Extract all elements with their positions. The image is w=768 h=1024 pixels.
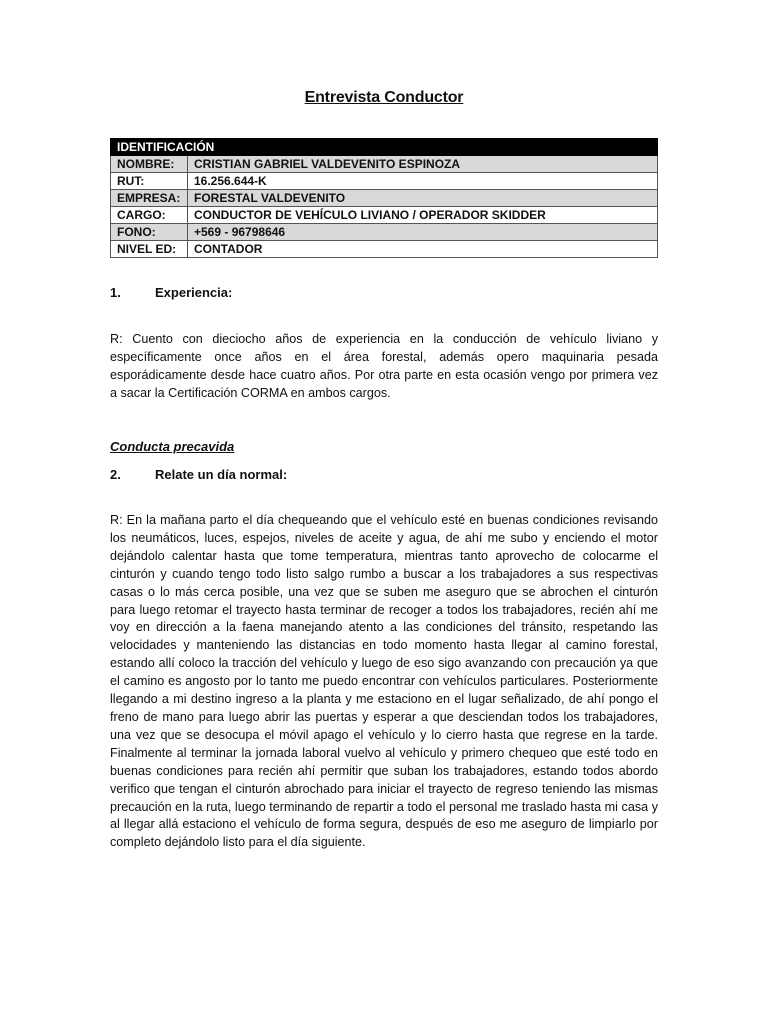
field-label: FONO: [111,224,188,241]
question-2-answer: R: En la mañana parto el día chequeando que el vehículo esté en buenas condiciones revisando los neumáticos, luces, espejos, niveles de aceite y agua, de ahí me subo y enciendo el motor dejándolo calentar hasta que tome temperatura, mientras tanto aprovecho de colocarme el cinturón y cuando tengo todo listo salgo rumbo a buscar a los trabajadores a sus respectivas casas o lo más cerca posible, una vez que se suben me aseguro que se abrochen el cinturón para luego retomar el trayecto hasta terminar de recoger a todos los trabajadores, recién ahí me voy en dirección a la faena manejando atento a las condiciones del tránsito, respetando las velocidades y manteniendo las distancias en todo momento hasta llegar al camino forestal, estando allí coloco la tracción del vehículo y luego de eso sigo avanzando con precaución ya que el camino es angosto por lo tanto me puedo encontrar con vehículos particulares. Posteriormente llegando a mi destino ingreso a la planta y me estaciono en el lugar señalizado, de ahí pongo el freno de mano para luego abrir las puertas y esperar a que desciendan todos los trabajadores, una vez que se desocupa el móvil apago el vehículo y lo cierro hasta que regrese en la tarde. Finalmente al terminar la jornada laboral vuelvo al vehículo y primero chequeo que esté todo en buenas condiciones para recién ahí permitir que suban los trabajadores, estando todos abordo verifico que tengan el cinturón abrochado para iniciar el trayecto de regreso teniendo las mismas precaución en la ruta, luego terminando de repartir a todo el personal me traslado hasta mi casa y al llegar allá estaciono el vehículo de forma segura, después de eso me aseguro de limpiarlo por completo dejándolo listo para el día siguiente. [110,513,658,850]
question-2-number: 2. [110,467,121,482]
table-row-nivel-ed [111,241,658,258]
field-label: CARGO: [111,207,188,224]
question-2-title: Relate un día normal: [155,467,288,482]
question-2-heading [110,467,287,482]
field-label: RUT: [111,173,188,190]
question-1-title: Experiencia: [155,285,233,300]
question-1-answer: R: Cuento con dieciocho años de experiencia en la conducción de vehículo liviano y específicamente once años en el área forestal, además opero maquinaria pesada esporádicamente desde hace cuatro años. Por otra parte en esta ocasión vengo por primera vez a sacar la Certificación CORMA en ambos cargos. [110,332,658,400]
table-row-rut [111,173,658,190]
question-1-heading [110,285,232,300]
identification-table [110,138,658,258]
field-value: +569 - 96798646 [188,224,658,241]
field-value: CRISTIAN GABRIEL VALDEVENITO ESPINOZA [188,156,658,173]
table-row-cargo [111,207,658,224]
identification-header-row [111,139,658,156]
field-value: CONDUCTOR DE VEHÍCULO LIVIANO / OPERADOR SKIDDER [188,207,658,224]
identification-header: IDENTIFICACIÓN [111,139,658,156]
table-row-nombre [111,156,658,173]
document-title: Entrevista Conductor [304,89,464,106]
question-1-number: 1. [110,285,121,300]
table-row-empresa [111,190,658,207]
field-value: 16.256.644-K [188,173,658,190]
field-label: NOMBRE: [111,156,188,173]
field-value: CONTADOR [188,241,658,258]
table-row-fono [111,224,658,241]
field-value: FORESTAL VALDEVENITO [188,190,658,207]
field-label: EMPRESA: [111,190,188,207]
field-label: NIVEL ED: [111,241,188,258]
section-title: Conducta precavida [110,439,235,454]
